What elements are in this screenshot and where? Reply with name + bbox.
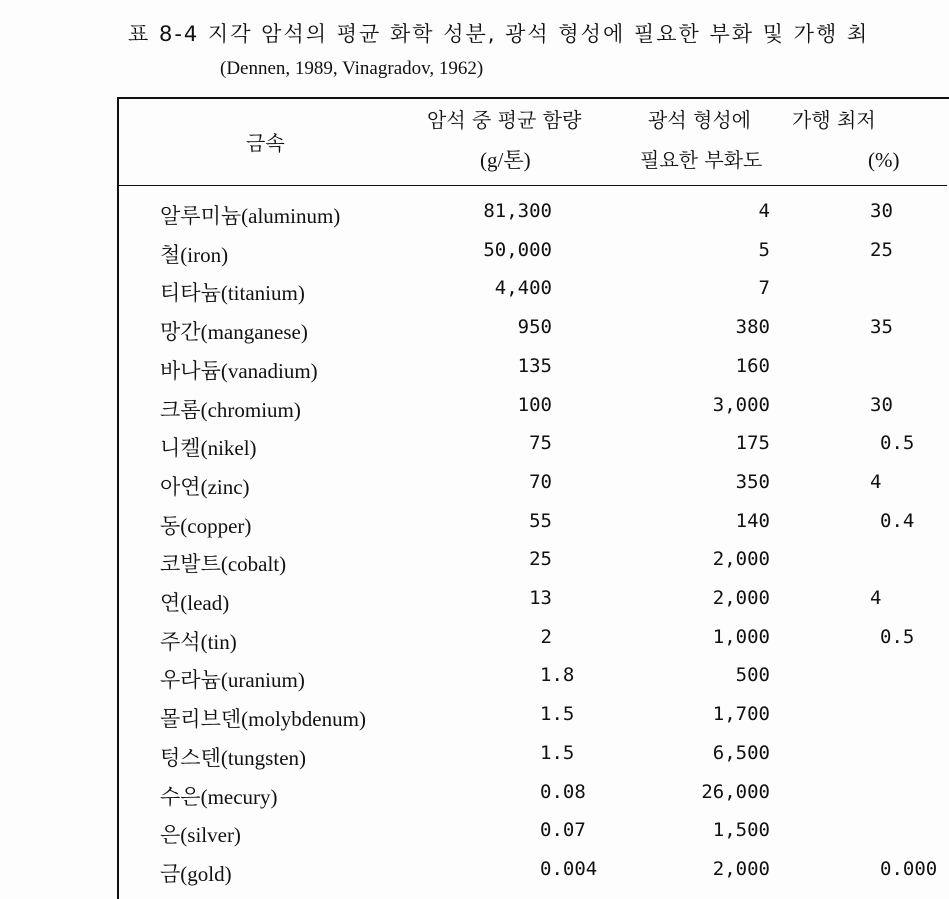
header-avg-line1: 암석 중 평균 함량 <box>427 108 582 132</box>
table-row <box>0 239 929 277</box>
header-metal: 금속 <box>246 131 285 155</box>
table-row <box>0 781 929 819</box>
average-content: 0.004 <box>540 857 598 880</box>
header-conc-line1: 광석 형성에 <box>648 108 751 132</box>
metal-name: 우라늄(uranium) <box>160 668 305 693</box>
concentration-factor: 4 <box>758 200 770 222</box>
table-row <box>0 316 929 354</box>
cutoff-grade: 30 <box>870 200 893 222</box>
average-content: 81,300 <box>483 200 552 222</box>
concentration-factor: 7 <box>758 277 770 300</box>
table-row <box>0 277 929 315</box>
average-content: 1.8 <box>540 664 575 687</box>
header-avg-line2: (g/톤) <box>480 148 531 172</box>
cutoff-grade: 30 <box>870 393 893 416</box>
average-content: 50,000 <box>483 238 552 261</box>
table-row <box>0 819 929 857</box>
metal-name: 크롬(chromium) <box>160 397 301 422</box>
metal-name: 니켈(nikel) <box>160 436 257 461</box>
cutoff-grade: 4 <box>870 470 882 493</box>
average-content: 1.5 <box>540 741 575 764</box>
concentration-factor: 5 <box>758 238 770 261</box>
cutoff-grade: 35 <box>870 316 893 339</box>
header-divider <box>117 185 947 186</box>
metal-name: 연(lead) <box>160 591 230 615</box>
header-cutoff-line2: (%) <box>868 148 900 172</box>
metal-name: 수은(mecury) <box>160 784 278 809</box>
cutoff-grade: 25 <box>870 238 893 261</box>
concentration-factor: 500 <box>735 664 770 687</box>
average-content: 0.07 <box>540 819 586 842</box>
average-content: 135 <box>517 354 552 377</box>
average-content: 75 <box>529 432 552 455</box>
table-row <box>0 548 929 586</box>
table-row <box>0 355 929 393</box>
concentration-factor: 6,500 <box>712 741 770 764</box>
cutoff-grade: 4 <box>870 587 882 609</box>
metal-name: 바나듐(vanadium) <box>160 358 318 383</box>
average-content: 13 <box>529 587 552 609</box>
concentration-factor: 3,000 <box>712 393 770 416</box>
cutoff-grade: 0.000 <box>880 857 938 880</box>
metal-name: 티타늄(titanium) <box>160 281 305 306</box>
table-row <box>0 432 929 470</box>
table-row <box>0 510 929 548</box>
table-row <box>0 200 929 238</box>
average-content: 100 <box>517 393 552 416</box>
header-conc-line2: 필요한 부화도 <box>640 148 763 172</box>
cutoff-grade: 0.5 <box>880 625 915 648</box>
metal-name: 금(gold) <box>160 861 232 886</box>
table-source: (Dennen, 1989, Vinagradov, 1962) <box>220 58 484 79</box>
concentration-factor: 1,700 <box>712 703 770 726</box>
metal-name: 철(iron) <box>160 242 229 267</box>
table-row <box>0 626 929 664</box>
metal-name: 동(copper) <box>160 513 252 538</box>
concentration-factor: 160 <box>735 354 770 377</box>
concentration-factor: 1,000 <box>712 625 770 648</box>
average-content: 55 <box>529 509 552 532</box>
table-row <box>0 394 929 432</box>
table-row <box>0 587 929 625</box>
average-content: 1.5 <box>540 703 575 726</box>
concentration-factor: 2,000 <box>712 548 770 571</box>
table-row <box>0 742 929 780</box>
average-content: 2 <box>540 625 552 648</box>
average-content: 70 <box>529 470 552 493</box>
concentration-factor: 2,000 <box>712 587 770 609</box>
concentration-factor: 350 <box>735 470 770 493</box>
metal-name: 망간(manganese) <box>160 320 308 345</box>
average-content: 25 <box>529 548 552 571</box>
concentration-factor: 1,500 <box>712 819 770 842</box>
average-content: 0.08 <box>540 780 586 803</box>
table-row <box>0 664 929 702</box>
average-content: 950 <box>517 316 552 339</box>
cutoff-grade: 0.4 <box>880 509 915 532</box>
metal-name: 코발트(cobalt) <box>160 552 287 577</box>
concentration-factor: 380 <box>735 316 770 339</box>
cutoff-grade: 0.5 <box>880 432 915 455</box>
metal-name: 알루미늄(aluminum) <box>160 204 341 228</box>
average-content: 4,400 <box>494 277 552 300</box>
metal-name: 아연(zinc) <box>160 474 250 499</box>
concentration-factor: 175 <box>735 432 770 455</box>
concentration-factor: 140 <box>735 509 770 532</box>
concentration-factor: 26,000 <box>701 780 770 803</box>
table-row <box>0 471 929 509</box>
table-row <box>0 857 938 896</box>
metal-name: 은(silver) <box>160 823 241 848</box>
table-row <box>0 703 929 741</box>
metal-name: 몰리브덴(molybdenum) <box>160 707 366 732</box>
table-caption: 표 8-4 지각 암석의 평균 화학 성분, 광석 형성에 필요한 부화 및 가행 최 <box>128 22 870 46</box>
metal-name: 텅스텐(tungsten) <box>160 745 307 770</box>
header-cutoff-line1: 가행 최저 <box>792 108 876 132</box>
concentration-factor: 2,000 <box>712 857 770 880</box>
metal-name: 주석(tin) <box>160 629 237 654</box>
